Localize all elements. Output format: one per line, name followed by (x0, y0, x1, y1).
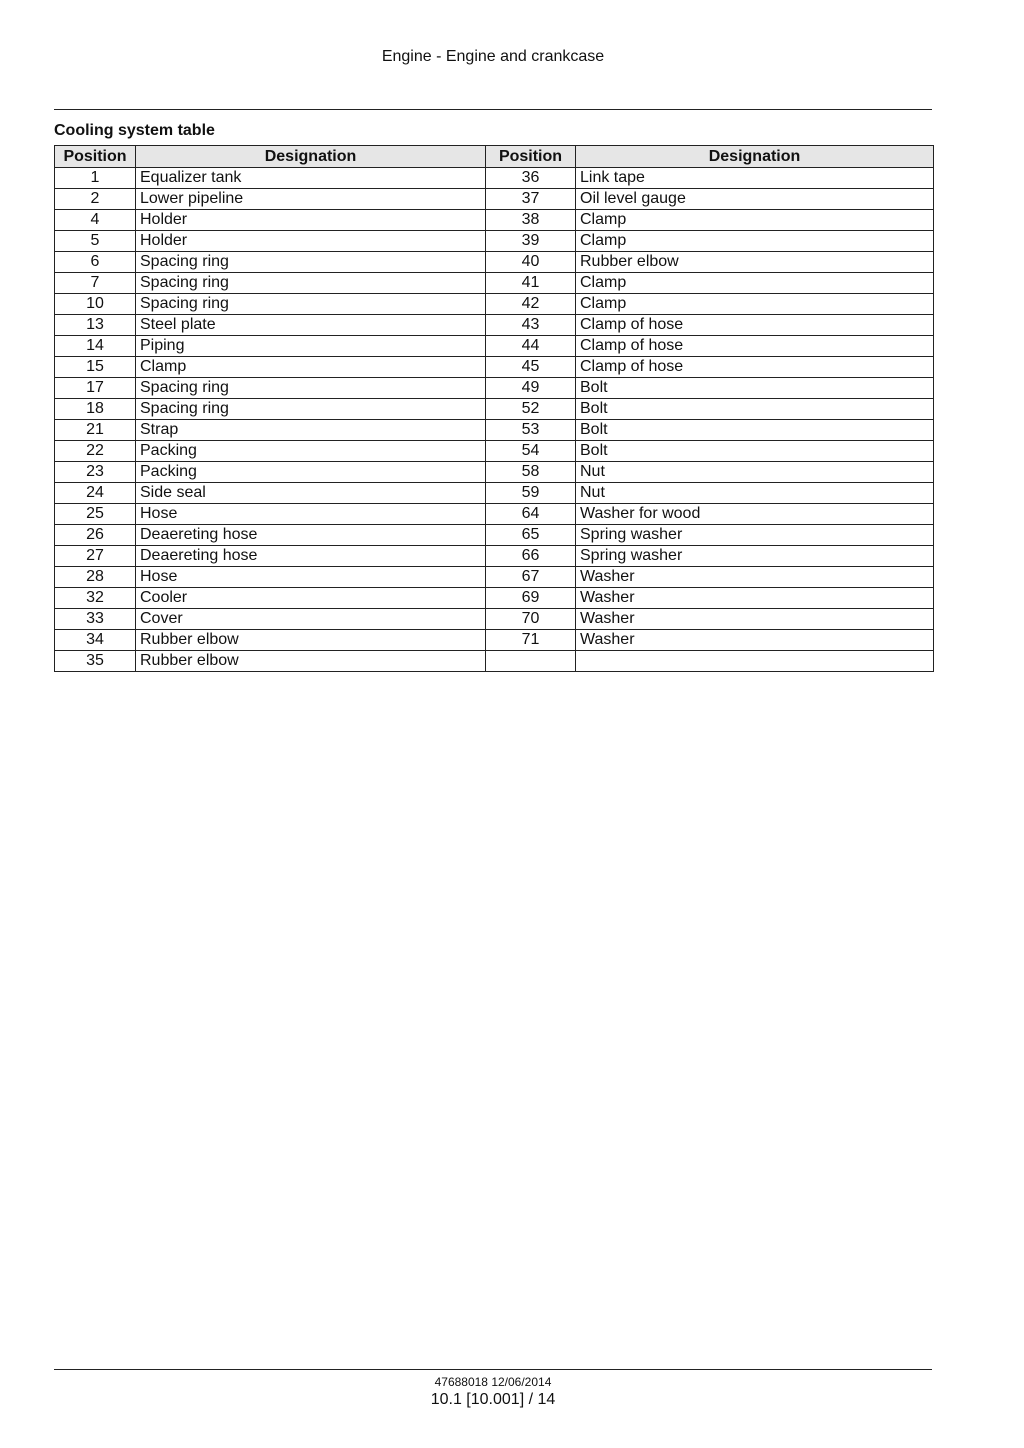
footer-document-reference: 47688018 12/06/2014 (434, 1375, 552, 1389)
cell-designation: Spacing ring (136, 273, 486, 294)
cell-designation: Cooler (136, 588, 486, 609)
cell-designation: Hose (136, 567, 486, 588)
cell-position: 18 (55, 399, 136, 420)
cell-position: 36 (486, 168, 576, 189)
cell-position: 54 (486, 441, 576, 462)
cell-position: 59 (486, 483, 576, 504)
cell-position: 26 (55, 525, 136, 546)
cell-designation: Washer for wood (576, 504, 934, 525)
table-row (55, 546, 934, 567)
cell-designation: Spacing ring (136, 399, 486, 420)
cell-position: 13 (55, 315, 136, 336)
cell-designation: Clamp (576, 273, 934, 294)
cell-position: 58 (486, 462, 576, 483)
cell-designation: Nut (576, 483, 934, 504)
cell-position: 2 (55, 189, 136, 210)
cell-designation: Clamp (136, 357, 486, 378)
footer-page-reference: 10.1 [10.001] / 14 (430, 1391, 556, 1408)
cell-position: 28 (55, 567, 136, 588)
cell-position: 35 (55, 651, 136, 672)
cell-position (486, 651, 576, 672)
cell-position: 7 (55, 273, 136, 294)
cell-designation: Washer (576, 630, 934, 651)
cell-position: 21 (55, 420, 136, 441)
table-row (55, 210, 934, 231)
cell-designation: Washer (576, 567, 934, 588)
column-header-designation: Designation (576, 146, 934, 168)
table-row (55, 483, 934, 504)
cell-position: 43 (486, 315, 576, 336)
cell-designation: Spacing ring (136, 378, 486, 399)
cell-designation: Holder (136, 210, 486, 231)
cell-designation: Bolt (576, 378, 934, 399)
table-row (55, 378, 934, 399)
cell-position: 41 (486, 273, 576, 294)
cell-designation: Packing (136, 441, 486, 462)
cell-position: 34 (55, 630, 136, 651)
table-row (55, 567, 934, 588)
cell-designation: Oil level gauge (576, 189, 934, 210)
cell-designation: Steel plate (136, 315, 486, 336)
cell-designation: Clamp (576, 210, 934, 231)
cell-position: 44 (486, 336, 576, 357)
cell-position: 65 (486, 525, 576, 546)
cell-position: 4 (55, 210, 136, 231)
table-row (55, 420, 934, 441)
cell-position: 71 (486, 630, 576, 651)
cell-designation: Deaereting hose (136, 525, 486, 546)
cell-position: 39 (486, 231, 576, 252)
cell-designation: Rubber elbow (136, 630, 486, 651)
cell-position: 49 (486, 378, 576, 399)
cell-designation: Strap (136, 420, 486, 441)
cell-designation: Washer (576, 609, 934, 630)
cell-designation: Bolt (576, 441, 934, 462)
cooling-system-table (54, 145, 934, 672)
cell-designation: Clamp of hose (576, 336, 934, 357)
cell-designation: Rubber elbow (576, 252, 934, 273)
cell-position: 17 (55, 378, 136, 399)
cell-position: 33 (55, 609, 136, 630)
table-row (55, 462, 934, 483)
table-row (55, 651, 934, 672)
table-row (55, 336, 934, 357)
cell-position: 25 (55, 504, 136, 525)
cell-designation: Cover (136, 609, 486, 630)
table-row (55, 588, 934, 609)
cell-designation: Deaereting hose (136, 546, 486, 567)
cell-position: 45 (486, 357, 576, 378)
cell-designation: Spring washer (576, 525, 934, 546)
cell-position: 10 (55, 294, 136, 315)
table-body (55, 168, 934, 672)
cell-designation: Equalizer tank (136, 168, 486, 189)
cell-position: 52 (486, 399, 576, 420)
cell-designation: Clamp of hose (576, 315, 934, 336)
table-row (55, 168, 934, 189)
cell-designation: Clamp (576, 231, 934, 252)
table-row (55, 525, 934, 546)
cell-designation: Spacing ring (136, 294, 486, 315)
cell-position: 70 (486, 609, 576, 630)
table-row (55, 252, 934, 273)
cell-designation: Spacing ring (136, 252, 486, 273)
table-row (55, 357, 934, 378)
cell-position: 6 (55, 252, 136, 273)
table-row (55, 273, 934, 294)
cell-designation: Bolt (576, 399, 934, 420)
table-row (55, 231, 934, 252)
cell-position: 66 (486, 546, 576, 567)
cell-designation: Piping (136, 336, 486, 357)
column-header-designation: Designation (136, 146, 486, 168)
cell-designation: Clamp (576, 294, 934, 315)
table-row (55, 399, 934, 420)
cell-position: 1 (55, 168, 136, 189)
cell-position: 5 (55, 231, 136, 252)
cell-designation: Rubber elbow (136, 651, 486, 672)
cell-position: 64 (486, 504, 576, 525)
cell-position: 23 (55, 462, 136, 483)
cell-position: 15 (55, 357, 136, 378)
cell-designation: Packing (136, 462, 486, 483)
cell-position: 40 (486, 252, 576, 273)
cell-position: 24 (55, 483, 136, 504)
cell-designation: Side seal (136, 483, 486, 504)
cell-designation: Bolt (576, 420, 934, 441)
cell-designation: Spring washer (576, 546, 934, 567)
cell-designation: Lower pipeline (136, 189, 486, 210)
cell-designation: Washer (576, 588, 934, 609)
cell-designation: Link tape (576, 168, 934, 189)
cell-position: 42 (486, 294, 576, 315)
cell-position: 38 (486, 210, 576, 231)
table-row (55, 441, 934, 462)
cell-position: 14 (55, 336, 136, 357)
page-header-title: Engine - Engine and crankcase (381, 48, 605, 65)
column-header-position: Position (55, 146, 136, 168)
table-row (55, 630, 934, 651)
cell-designation: Nut (576, 462, 934, 483)
footer-divider (54, 1369, 932, 1370)
cell-designation: Hose (136, 504, 486, 525)
table-row (55, 189, 934, 210)
header-divider (54, 109, 932, 110)
cell-position: 67 (486, 567, 576, 588)
cell-designation: Holder (136, 231, 486, 252)
column-header-position: Position (486, 146, 576, 168)
table-row (55, 609, 934, 630)
cell-position: 37 (486, 189, 576, 210)
table-row (55, 315, 934, 336)
table-caption: Cooling system table (54, 122, 215, 139)
cell-position: 22 (55, 441, 136, 462)
cell-designation: Clamp of hose (576, 357, 934, 378)
cell-position: 69 (486, 588, 576, 609)
cell-position: 32 (55, 588, 136, 609)
table-row (55, 504, 934, 525)
cell-designation (576, 651, 934, 672)
cell-position: 53 (486, 420, 576, 441)
cell-position: 27 (55, 546, 136, 567)
table-row (55, 294, 934, 315)
table-header-row (55, 146, 934, 168)
